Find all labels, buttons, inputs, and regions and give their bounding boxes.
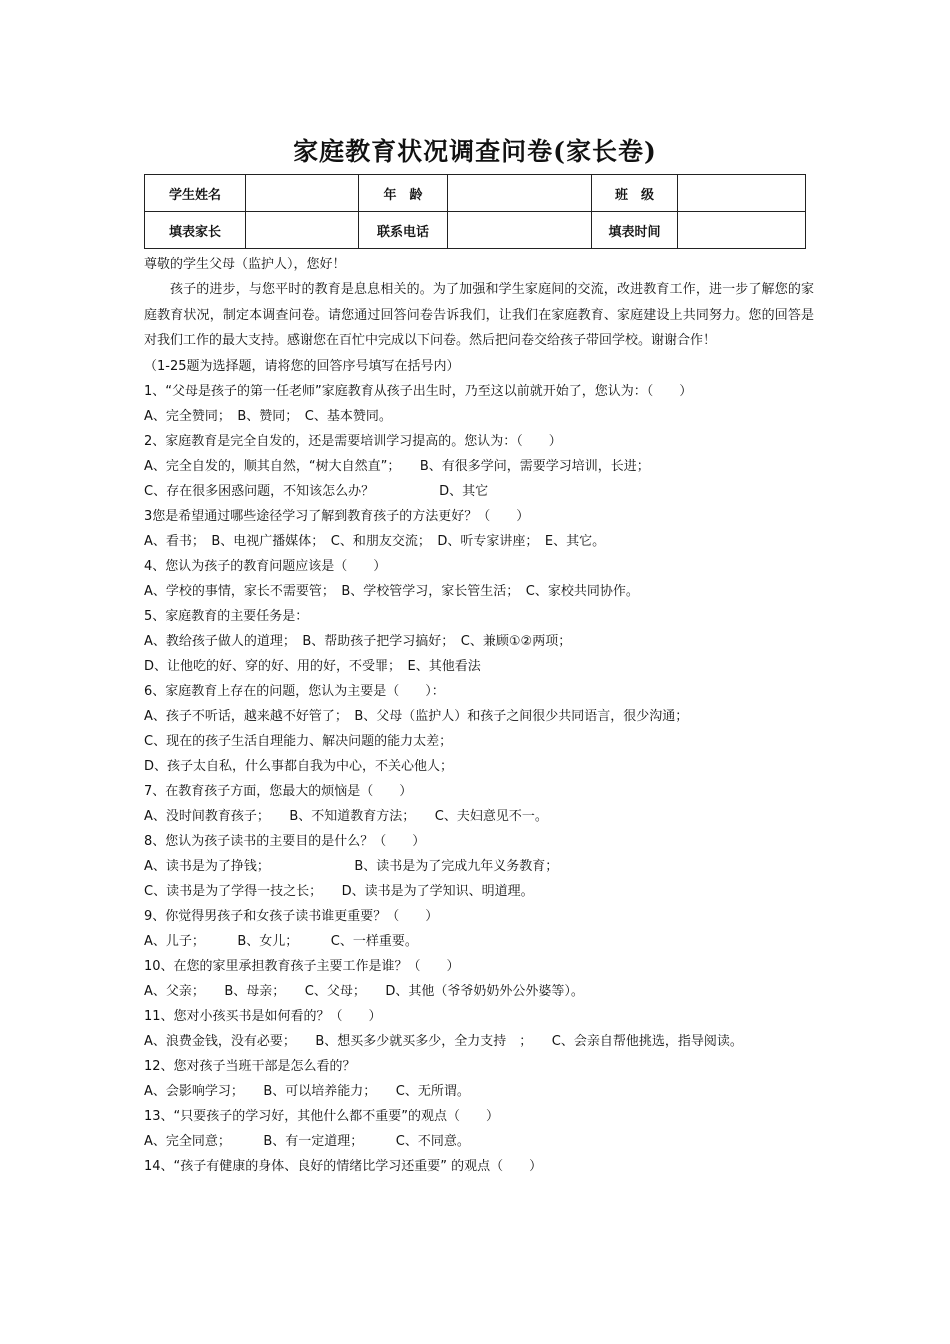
question-line: A、浪费金钱，没有必要； B、想买多少就买多少，全力支持 ； C、会亲自帮他挑选，指导阅读。 xyxy=(144,1033,743,1049)
greeting: 尊敬的学生父母（监护人），您好！ xyxy=(144,257,346,272)
label-age: 年 龄 xyxy=(359,175,448,212)
question-line: 9、你觉得男孩子和女孩子读书谁更重要？（ ） xyxy=(144,908,439,924)
question-line: D、让他吃的好、穿的好、用的好，不受罪； E、其他看法 xyxy=(144,658,481,674)
question-line: C、现在的孩子生活自理能力、解决问题的能力太差； xyxy=(144,733,453,749)
question-line: A、会影响学习； B、可以培养能力； C、无所谓。 xyxy=(144,1083,470,1099)
question-line: 13、“只要孩子的学习好，其他什么都不重要”的观点（ ） xyxy=(144,1108,500,1124)
question-line: 2、家庭教育是完全自发的，还是需要培训学习提高的。您认为：（ ） xyxy=(144,433,562,449)
info-row-2 xyxy=(145,212,806,249)
question-line: A、完全赞同； B、赞同； C、基本赞同。 xyxy=(144,408,392,424)
question-line: A、孩子不听话，越来越不好管了； B、父母（监护人）和孩子之间很少共同语言，很少沟通； xyxy=(144,708,689,724)
question-line: A、读书是为了挣钱； B、读书是为了完成九年义务教育； xyxy=(144,858,559,874)
question-line: 5、家庭教育的主要任务是： xyxy=(144,608,309,624)
label-phone: 联系电话 xyxy=(359,212,448,249)
question-line: 4、您认为孩子的教育问题应该是（ ） xyxy=(144,558,387,574)
question-line: A、完全同意； B、有一定道理； C、不同意。 xyxy=(144,1133,470,1149)
field-age[interactable] xyxy=(448,175,592,212)
question-line: A、没时间教育孩子； B、不知道教育方法； C、夫妇意见不一。 xyxy=(144,808,548,824)
field-parent[interactable] xyxy=(246,212,359,249)
question-line: 3您是希望通过哪些途径学习了解到教育孩子的方法更好？（ ） xyxy=(144,508,530,524)
label-student-name: 学生姓名 xyxy=(145,175,246,212)
question-line: 1、“父母是孩子的第一任老师”家庭教育从孩子出生时，乃至这以前就开始了，您认为：（ ） xyxy=(144,383,693,399)
question-line: A、儿子； B、女儿； C、一样重要。 xyxy=(144,933,418,949)
question-line: 6、家庭教育上存在的问题，您认为主要是（ ）： xyxy=(144,683,445,699)
question-line: 14、“孩子有健康的身体、良好的情绪比学习还重要” 的观点（ ） xyxy=(144,1158,543,1174)
question-line: 7、在教育孩子方面，您最大的烦恼是（ ） xyxy=(144,783,413,799)
label-parent: 填表家长 xyxy=(145,212,246,249)
question-list xyxy=(144,379,814,1179)
question-line: 8、您认为孩子读书的主要目的是什么？（ ） xyxy=(144,833,426,849)
question-line: A、教给孩子做人的道理； B、帮助孩子把学习搞好； C、兼顾①②两项； xyxy=(144,633,572,649)
document-title: 家庭教育状况调查问卷(家长卷) xyxy=(293,137,657,166)
intro-paragraph: 孩子的进步，与您平时的教育是息息相关的。为了加强和学生家庭间的交流，改进教育工作，进一步了解您的家庭教育状况，制定本调查问卷。请您通过回答问卷告诉我们，让我们在家庭教育、家庭建设上共同努力。您的回答是对我们工作的最大支持。感谢您在百忙中完成以下问卷。然后把问卷交给孩子带回学校。谢谢合作！ xyxy=(144,282,814,348)
questionnaire-body xyxy=(144,252,814,1179)
question-line: 11、您对小孩买书是如何看的？（ ） xyxy=(144,1008,382,1024)
field-student-name[interactable] xyxy=(246,175,359,212)
question-line: D、孩子太自私，什么事都自我为中心，不关心他人； xyxy=(144,758,454,774)
field-fill-date[interactable] xyxy=(678,212,806,249)
instruction: （1-25题为选择题，请将您的回答序号填写在括号内） xyxy=(144,358,460,374)
question-line: C、读书是为了学得一技之长； D、读书是为了学知识、明道理。 xyxy=(144,883,534,899)
info-row-1 xyxy=(145,175,806,212)
field-class[interactable] xyxy=(678,175,806,212)
field-phone[interactable] xyxy=(448,212,592,249)
question-line: 10、在您的家里承担教育孩子主要工作是谁？（ ） xyxy=(144,958,460,974)
student-info-table xyxy=(144,174,806,249)
question-line: 12、您对孩子当班干部是怎么看的？ xyxy=(144,1058,356,1074)
question-line: A、父亲； B、母亲； C、父母； D、其他（爷爷奶奶外公外婆等）。 xyxy=(144,983,584,999)
question-line: A、完全自发的，顺其自然，“树大自然直”； B、有很多学问，需要学习培训，长进； xyxy=(144,458,650,474)
label-fill-date: 填表时间 xyxy=(592,212,678,249)
question-line: A、看书； B、电视广播媒体； C、和朋友交流； D、听专家讲座； E、其它。 xyxy=(144,533,606,549)
question-line: C、存在很多困惑问题，不知该怎么办？ D、其它 xyxy=(144,483,489,499)
label-class: 班 级 xyxy=(592,175,678,212)
question-line: A、学校的事情，家长不需要管； B、学校管学习，家长管生活； C、家校共同协作。 xyxy=(144,583,639,599)
